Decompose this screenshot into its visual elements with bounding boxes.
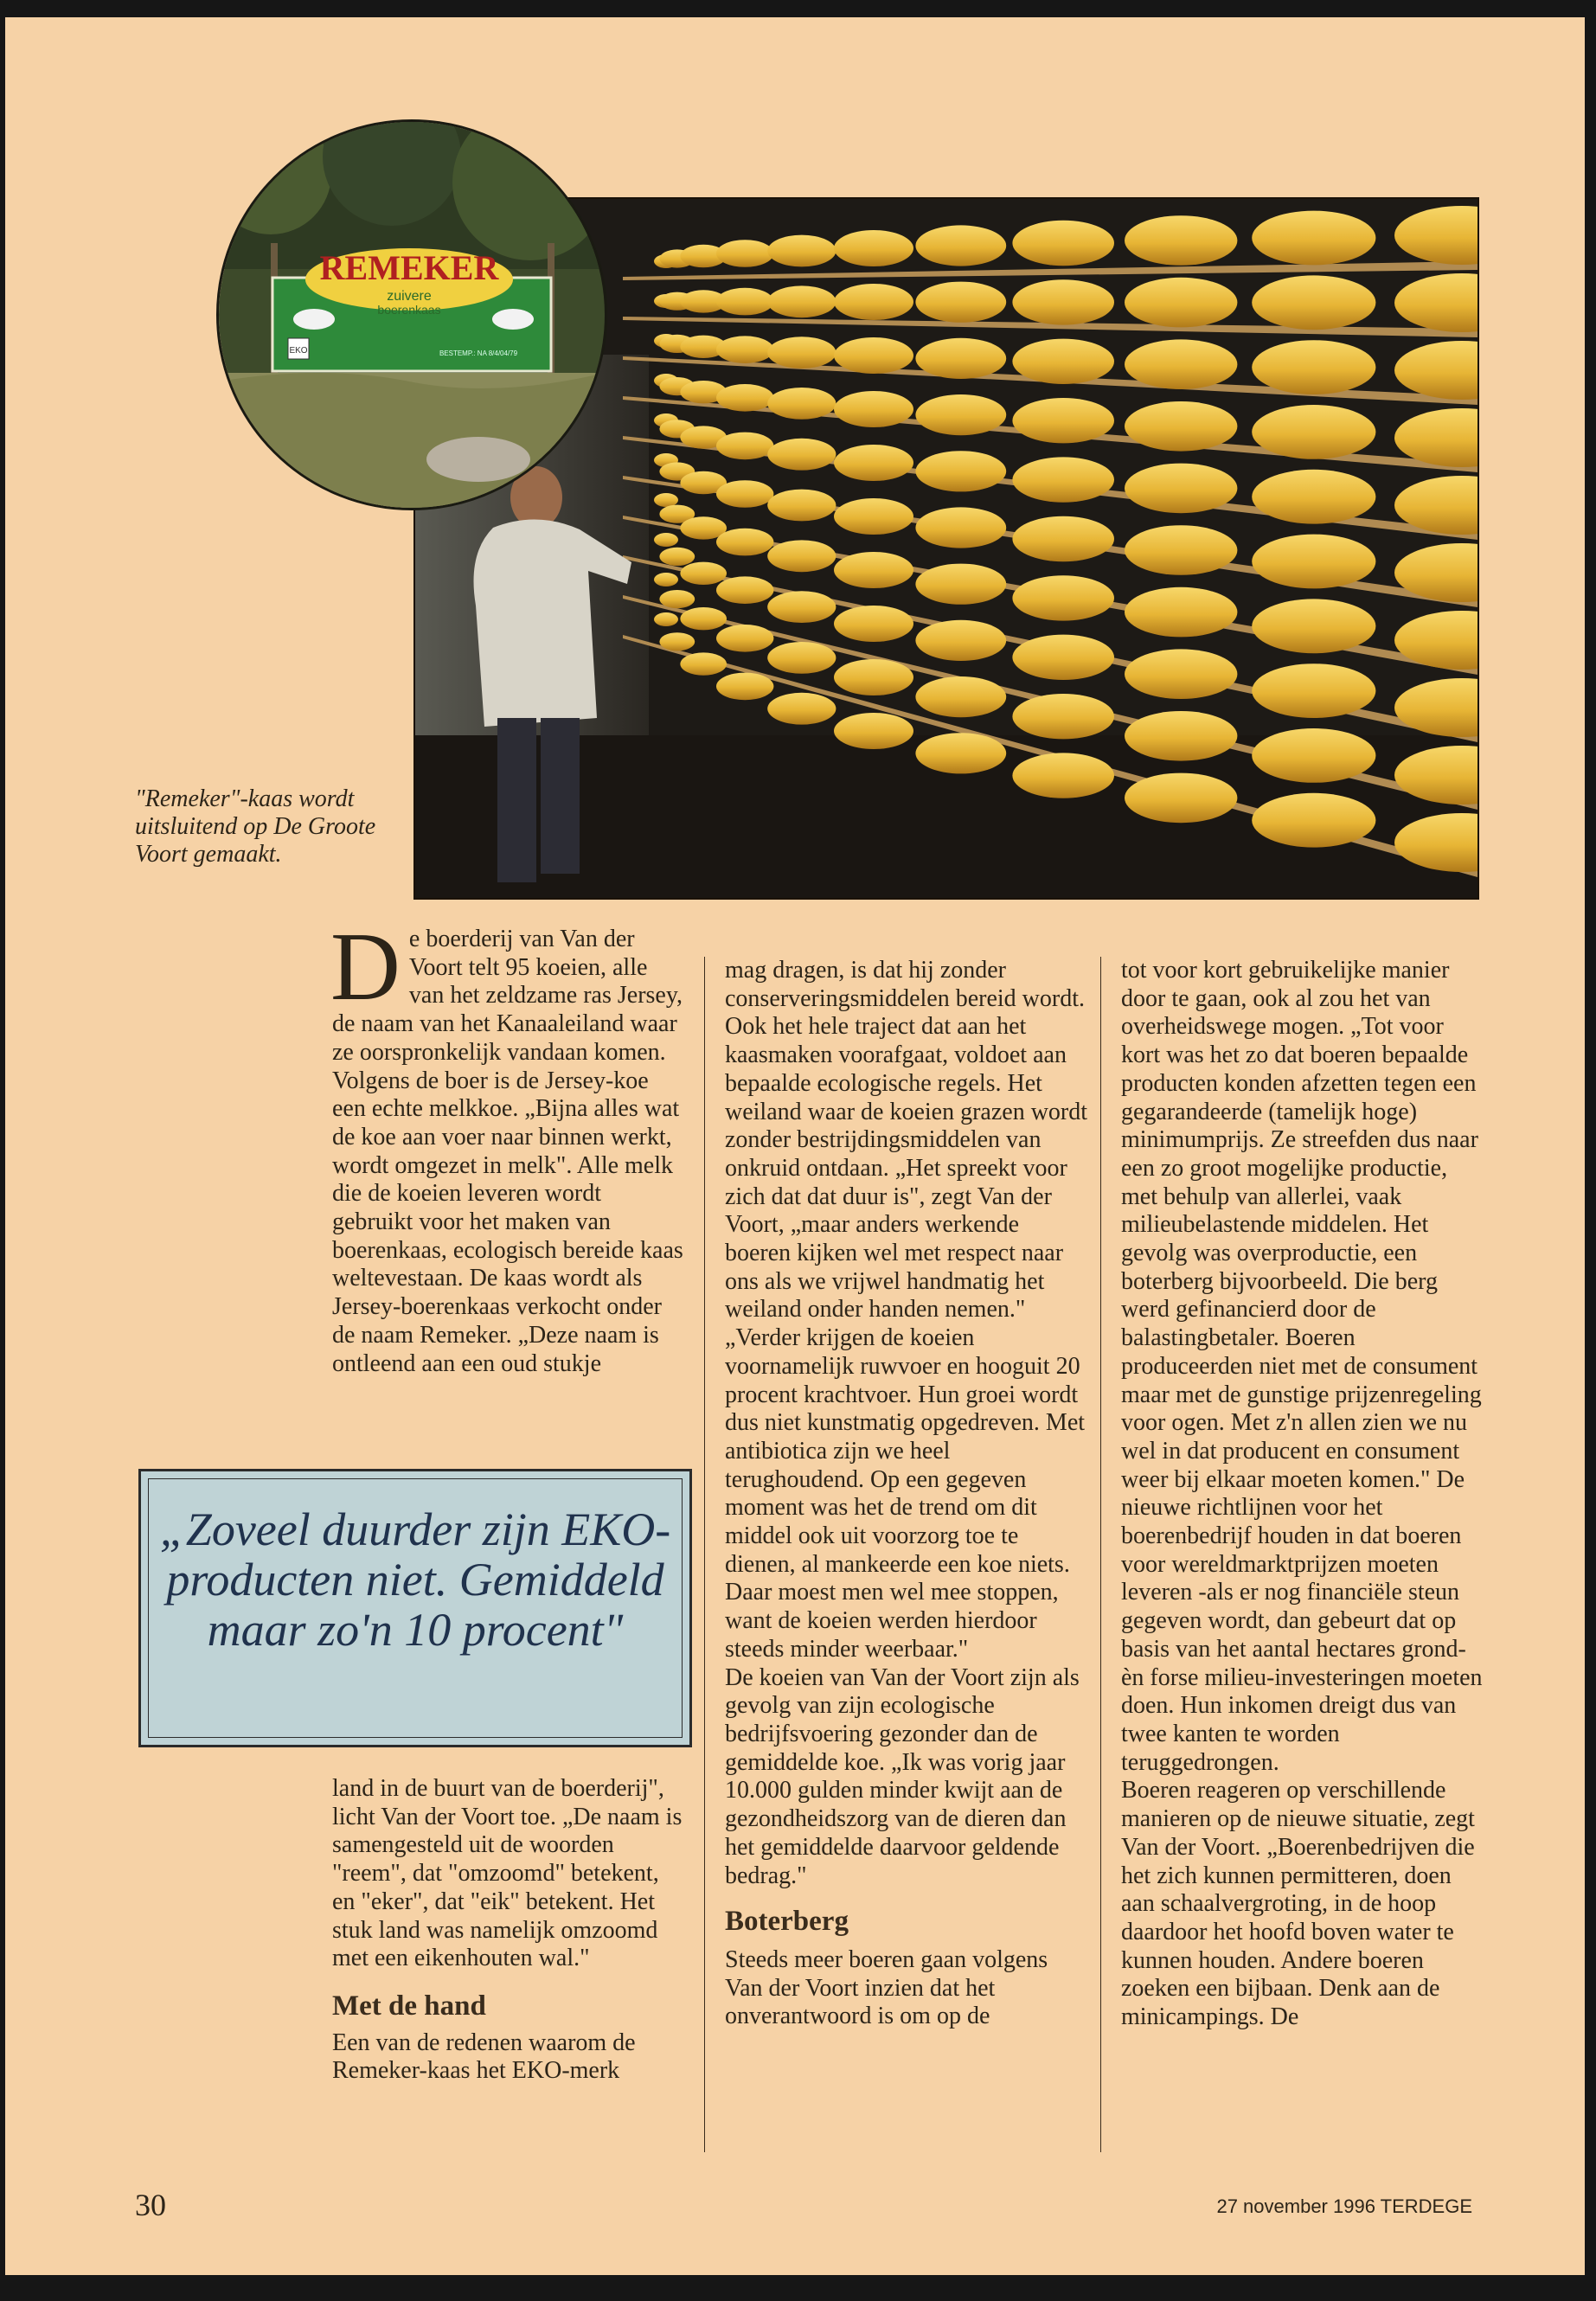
cheese-wheel (716, 625, 773, 652)
column-1-continued (332, 1775, 687, 2086)
cheese-wheel (1125, 278, 1237, 328)
cheese-wheel (1252, 599, 1375, 653)
pull-quote-text: „Zoveel duurder zijn EKO-producten niet. Gemiddeld maar zo'n 10 procent" (159, 1503, 671, 1656)
drop-cap: D (330, 913, 401, 1021)
col2-paragraph-1: mag dragen, is dat hij zonder conserveringsmiddelen bereid wordt. Ook het hele traject dat aan het kaasmaken voorafgaat, voldoet aan bepaalde ecologische regels. Het weiland waar de koeien grazen wordt zonder bestrijdingsmiddelen van onkruid ontdaan. „Het spreekt voor zich dat dat duur is", zegt Van der Voort, „maar anders werkende boeren kijken wel met respect naar ons als we vrijwel handmatig het weiland onder handen nemen." (725, 957, 1088, 1324)
cheese-wheel (834, 713, 913, 749)
cheese-wheel (767, 490, 836, 522)
cheese-wheel (716, 384, 773, 412)
column-rule-1 (704, 957, 705, 2152)
column-1-intro (330, 913, 687, 1378)
cheese-wheel (1012, 635, 1114, 680)
cheese-wheel (716, 480, 773, 508)
col3-paragraph-2: Boeren reageren op verschillende manieren op de nieuwe situatie, zegt Van der Voort. „Boerenbedrijven die het zich kunnen permitteren, doen aan schaalvergroting, in de hoop daardoor het hoofd boven water te kunnen houden. Andere boeren zoeken een bijbaan. Denk aan de minicampings. De (1121, 1777, 1475, 2031)
cheese-wheel (1012, 221, 1114, 266)
sign-small-text: BESTEMP.: NA 8/4/04/79 (439, 349, 518, 357)
cheese-wheel (1252, 793, 1375, 848)
column-rule-2 (1100, 957, 1101, 2152)
column-3 (1121, 957, 1484, 2032)
cheese-wheel (1012, 753, 1114, 798)
cheese-wheel (1012, 398, 1114, 443)
cheese-wheel (1125, 464, 1237, 514)
cheese-wheel (659, 590, 695, 608)
cheese-wheel (1012, 279, 1114, 324)
col3-paragraph-1: tot voor kort gebruikelijke manier door te gaan, ook al zou het van overheidswege mogen. „Tot voor kort was het zo dat boeren bepaalde producten konden afzetten tegen een gegarandeerde (tamelijk hoge) minimumprijs. Ze streefden dus naar een zo groot mogelijke productie, met behulp van allerlei, vaak milieubelastende middelen. Het gevolg was overproductie, een boterberg bijvoorbeeld. Die berg werd gefinancierd door de balastingbetaler. Boeren produceerden niet met de consument maar met de gunstige prijzenregeling voor ogen. Met z'n allen zien we nu wel in dat producent en consument weer bij elkaar moeten komen." De nieuwe richtlijnen voor het boerenbedrijf houden in dat boeren voor wereldmarktprijzen moeten leveren -als er nog financiële steun gegeven wordt, dan gebeurt dat op basis van het aantal hectares grond- èn forse milieu-investeringen moeten doen. Hun inkomen dreigt dus van twee kanten te worden teruggedrongen. (1121, 957, 1483, 1776)
cheese-wheel (1252, 340, 1375, 394)
cheese-wheel (659, 632, 695, 651)
cheese-wheel (1252, 405, 1375, 459)
cheese-wheel (1125, 401, 1237, 452)
subhead-met-de-hand: Met de hand (332, 1990, 486, 2022)
cheese-wheel (1125, 649, 1237, 699)
cheese-wheel (767, 540, 836, 572)
cheese-wheel (915, 338, 1006, 379)
cheese-wheel (1012, 516, 1114, 561)
cheese-wheel (1252, 663, 1375, 718)
cheese-wheel (680, 607, 727, 630)
cheese-wheel (915, 394, 1006, 435)
cheese-wheel (915, 620, 1006, 661)
cheese-wheel (1252, 470, 1375, 524)
cheese-wheel (1252, 728, 1375, 783)
cheese-wheel (834, 498, 913, 535)
sign-line2: boerenkaas (377, 303, 441, 317)
cheese-wheel (915, 225, 1006, 266)
remeker-sign-inset (216, 119, 607, 510)
cheese-wheel (716, 240, 773, 267)
cheese-wheel (716, 673, 773, 701)
cheese-wheel (716, 336, 773, 363)
cheese-wheel (716, 529, 773, 556)
cheese-wheel (1125, 587, 1237, 638)
cheese-wheel (654, 573, 678, 586)
cheese-wheel (767, 285, 836, 317)
cheese-wheel (915, 282, 1006, 323)
cheese-wheel (834, 284, 913, 320)
col2-paragraph-2: „Verder krijgen de koeien voornamelijk ruwvoer en hooguit 20 procent krachtvoer. Hun groei wordt dus niet kunstmatig opgedreven. Met antibiotica zijn we heel terughoudend. Op een gegeven moment was het de trend om dit middel ook uit voorzorg toe te dienen, al mankeerde een koe niets. Daar moest men wel mee stoppen, want de koeien werden hierdoor steeds minder weerbaar." (725, 1324, 1086, 1663)
cheese-wheel (659, 548, 695, 566)
cheese-wheel (834, 230, 913, 266)
cheese-wheel (915, 507, 1006, 548)
cheese-wheel (915, 451, 1006, 491)
sign-line1: zuivere (387, 289, 432, 304)
photo-caption: "Remeker"-kaas wordt uitsluitend op De Groote Voort gemaakt. (135, 785, 376, 868)
col2-paragraph-3: De koeien van Van der Voort zijn als gevolg van zijn ecologische bedrijfsvoering gezonder dan de gemiddelde koe. „Ik was vorig jaar 10.000 gulden minder kwijt aan de gezondheidszorg van de dieren dan het gemiddelde daarvoor geldende bedrag." (725, 1663, 1080, 1889)
cheese-wheel (1125, 215, 1237, 266)
cheese-wheel (716, 576, 773, 604)
cheese-wheel (834, 445, 913, 481)
col1-end-paragraph: Een van de redenen waarom de Remeker-kaas het EKO-merk (332, 2029, 636, 2085)
cheese-wheel (767, 642, 836, 674)
cheese-wheel (834, 659, 913, 695)
cheese-wheel (1125, 339, 1237, 389)
cheese-wheel (767, 235, 836, 267)
cheese-wheel (1252, 211, 1375, 266)
page-number: 30 (135, 2188, 166, 2222)
cheese-wheel (915, 733, 1006, 773)
cheese-wheel (767, 591, 836, 623)
pull-quote-box (138, 1469, 692, 1747)
subhead-boterberg: Boterberg (725, 1906, 849, 1938)
cheese-wheel (1012, 339, 1114, 384)
cheese-wheel (834, 391, 913, 427)
cheese-wheel (1125, 773, 1237, 824)
cheese-wheel (654, 612, 678, 626)
cheese-wheel (716, 433, 773, 460)
col1-paragraph: land in de buurt van de boerderij", licht Van der Voort toe. „De naam is samengesteld uit de woorden "reem", dat "omzoomd" betekent, en "eker", dat "eik" betekent. Het stuk land was namelijk omzoomd met een eikenhouten wal." (332, 1775, 683, 1972)
cheese-wheel (1012, 694, 1114, 739)
sign-brand-text: REMEKER (319, 248, 499, 287)
sign-eko-logo: EKO (289, 346, 308, 356)
cheese-wheel (1252, 535, 1375, 589)
cheese-wheel (767, 693, 836, 725)
cheese-wheel (915, 676, 1006, 717)
cheese-wheel (1012, 575, 1114, 620)
cheese-wheel (716, 288, 773, 316)
cheese-wheel (654, 493, 678, 507)
cheese-wheel (767, 388, 836, 420)
cheese-wheel (1012, 457, 1114, 502)
col2-paragraph-4: Steeds meer boeren gaan volgens Van der Voort inzien dat het onverantwoord is om op de (725, 1945, 1048, 2030)
cheese-wheel (1125, 525, 1237, 575)
cheese-wheel (767, 439, 836, 471)
cheese-wheel (767, 336, 836, 369)
cheese-wheel (1125, 711, 1237, 761)
intro-text: e boerderij van Van der Voort telt 95 koeien, alle van het zeldzame ras Jersey, de naam van het Kanaaleiland waar ze oorspronkelijk vandaan komen. Volgens de boer is de Jersey-koe een echte melkkoe. „Bijna alles wat de koe aan voer naar binnen werkt, wordt omgezet in melk". Alle melk die de koeien leveren wordt gebruikt voor het maken van boerenkaas, ecologisch bereide kaas weltevestaan. De kaas wordt als Jersey-boerenkaas verkocht onder de naam Remeker. „Deze naam is ontleend aan een oud stukje (332, 926, 683, 1377)
issue-footer: 27 november 1996 TERDEGE (1216, 2195, 1472, 2217)
cheese-wheel (1252, 275, 1375, 330)
cheese-wheel (915, 564, 1006, 605)
cheese-wheel (834, 337, 913, 374)
cheese-wheel (834, 552, 913, 588)
cheese-wheel (654, 533, 678, 547)
cheese-wheel (834, 606, 913, 642)
column-2 (725, 957, 1088, 2031)
magazine-page (5, 17, 1585, 2275)
cheese-wheel (680, 562, 727, 585)
cheese-wheel (680, 652, 727, 675)
